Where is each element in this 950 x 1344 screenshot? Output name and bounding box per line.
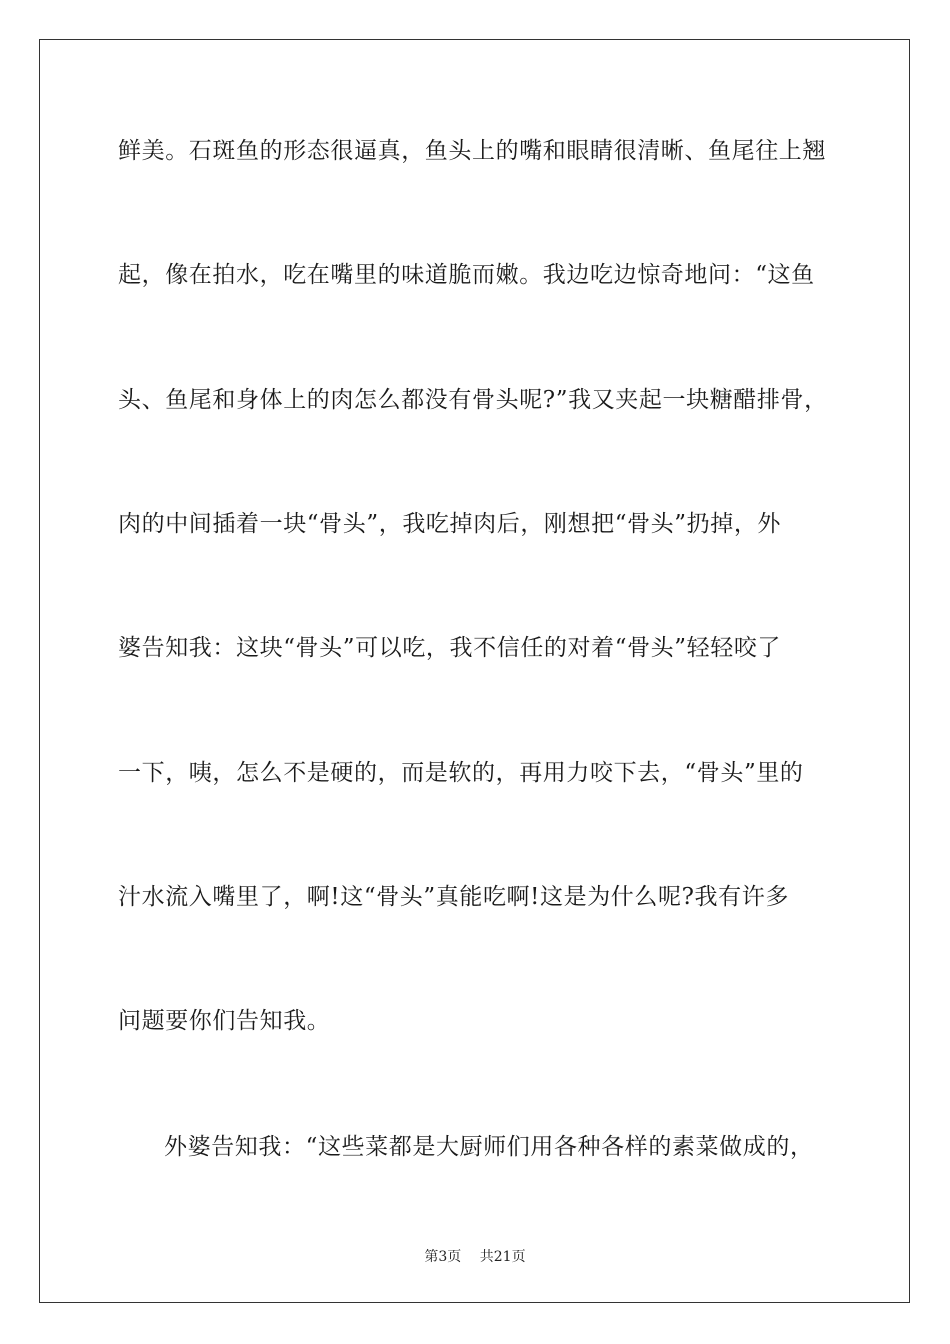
page-footer [0,1248,950,1266]
body-text-line-6: 一下，咦，怎么不是硬的，而是软的，再用力咬下去，“骨头”里的 [118,760,804,786]
body-text-line-2: 起，像在拍水，吃在嘴里的味道脆而嫩。我边吃边惊奇地问：“这鱼 [118,262,815,288]
body-text-line-4: 肉的中间插着一块“骨头”，我吃掉肉后，刚想把“骨头”扔掉，外 [118,511,782,537]
page-border [39,39,910,1303]
page-total: 共21页 [479,1249,526,1265]
body-text-line-3: 头、鱼尾和身体上的肉怎么都没有骨头呢?”我又夹起一块糖醋排骨， [118,387,828,413]
body-text-line-8: 问题要你们告知我。 [118,1008,331,1034]
body-text-line-1: 鲜美。石斑鱼的形态很逼真，鱼头上的嘴和眼睛很清晰、鱼尾往上翘 [118,138,826,164]
page-number: 第3页 [424,1249,462,1265]
body-text-line-9: 外婆告知我：“这些菜都是大厨师们用各种各样的素菜做成的， [164,1134,814,1160]
body-text-line-7: 汁水流入嘴里了，啊!这“骨头”真能吃啊!这是为什么呢?我有许多 [118,884,789,910]
body-text-line-5: 婆告知我：这块“骨头”可以吃，我不信任的对着“骨头”轻轻咬了 [118,635,782,661]
